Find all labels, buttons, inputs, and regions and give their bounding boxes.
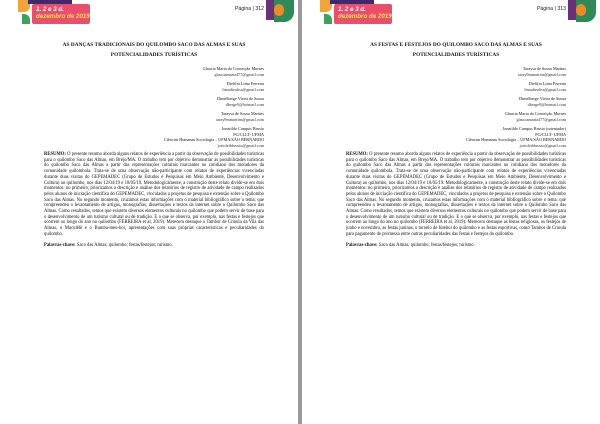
author-name: Dimelberge Vieira de Sousa <box>519 96 566 101</box>
author-block <box>346 81 566 92</box>
banner-decoration <box>266 0 274 20</box>
event-logo-text: 1. 2 e 3 d. dezembro de 2019 <box>338 6 392 20</box>
author-email: limadiealiss@gmail.com <box>524 86 566 92</box>
author-name: Dielifra Lima Ferreira <box>528 81 566 86</box>
keywords <box>44 243 264 249</box>
keywords-text: Saco das Almas; quilombo; festas/festejos; turismo. <box>75 242 173 248</box>
author-email: limadiealiss@gmail.com <box>222 86 264 92</box>
page-content <box>346 40 566 248</box>
author-block <box>346 126 566 148</box>
author-block <box>44 81 264 92</box>
author-block <box>44 126 264 148</box>
page-content <box>44 40 264 248</box>
banner-decoration <box>274 4 284 16</box>
keywords-label: Palavras-chave: <box>346 242 378 248</box>
page-number: Página | 313 <box>536 6 566 12</box>
author-affiliation: PG/CLLT- UFMA <box>535 131 566 137</box>
abstract-text: O presente resumo aborda alguns relatos de experiência a partir da observação de possibilidades turísticas para o quilombo Saco das Almas, em Brejo/MA. O trabalho tem por objetivo demonstrar as possibilidades turísticas do quilombo Saco das Almas a partir das representações culturais marcantes no cotidiano dos moradores da comunidade quilombola. Trata-se de uma observação não-participante com relatos de experiências vivenciadas durante duas visitas do GEPEMADEC (Grupo de Estudos e Pesquisas em Meio Ambiente, Desenvolvimento e Cultura) ao quilombo, nos dias 12/04/19 e 18/05/19. Metodologicamente, a construção deste relato divide-se em dois momentos: no primeiro, priorizamos a descrição e análise dos relatórios de registro de atividade de campo realizados pelos alunos de iniciação científica do GEPEMADEC, vinculados a projetos de pesquisa e extensão sobre o Quilombo Saco das Almas. No segundo momento, cruzamos estas informações com o material bibliográfico sobre o tema: que compreendeu o levantamento de artigos, monografias, dissertações e textos da internet sobre o Quilombo Saco das Almas. Como resultados, temos que existem diversos elementos culturais no quilombo que podem servir de base para o desenvolvimento de um turismo cultural ou de tradição. E o que se observa, por exemplo, nas festas e festejos que ocorrem ao longo do ano no quilombo (FERREIRA et al, 2019). Merecem destaque as festas religiosas, os festejos de junho e novembro, as festas juninas, o torneio de futebol do quilombo e as festas esportivas, como Tambor de Crioula para pagamento de promessa entre outras peculiaridades das festas e festejos do quilombo. <box>346 152 566 237</box>
author-name: Jonatildo Campos Brusio <box>221 126 264 131</box>
author-block <box>346 66 566 77</box>
banner-decoration <box>22 14 30 24</box>
banner-decoration <box>324 14 332 24</box>
author-name: Dimelberge Vieira de Sousa <box>217 96 264 101</box>
author-name: Glaucia Maria da Conceição Moraes <box>504 111 566 116</box>
author-name: Taraysa de Sousa Martins <box>220 111 264 116</box>
author-name: Jonatildo Campos Brusio (orientador) <box>502 126 566 131</box>
author-name: Taraysa de Sousa Martins <box>522 66 566 71</box>
author-email: taray9mmartins@gmail.com <box>518 71 566 77</box>
keywords-label: Palavras-chave: <box>44 242 76 248</box>
event-banner <box>302 0 600 30</box>
author-email: glauciamaria477@gmail.com <box>516 116 566 122</box>
paper-title: AS DANÇAS TRADICIONAIS DO QUILOMBO SACO DAS ALMAS E SUAS POTENCIALIDADES TURÍSTICAS <box>62 42 246 58</box>
author-email: josioleibbrusio@gmail.com <box>217 142 264 148</box>
author-affiliation: Ciências Humanas Sociologia – UFMA/SÃO BERNARDO <box>163 137 264 142</box>
author-email: glauciamaria477@gmail.com <box>214 71 264 77</box>
author-block <box>44 96 264 107</box>
author-affiliation: PG/CLLT- UFMA <box>233 131 264 137</box>
author-block <box>346 96 566 107</box>
author-affiliation: Ciências Humanas Sociologia – UFMA/SÃO BERNARDO <box>465 137 566 142</box>
event-logo-text: 1. 2 e 3 d. dezembro de 2019 <box>36 6 90 20</box>
author-email: dberge9@hotmail.com <box>225 101 264 107</box>
document-page-left <box>0 0 298 424</box>
author-name: Glaucia Maria da Conceição Moraes <box>202 66 264 71</box>
paper-title: AS FESTAS E FESTEJOS DO QUILOMBO SACO DAS ALMAS E SUAS POTENCIALIDADES TURÍSTICAS <box>370 42 542 58</box>
author-list <box>44 66 264 148</box>
author-list <box>346 66 566 148</box>
abstract-text: O presente resumo aborda alguns relatos de experiência a partir da observação de possibilidades turísticas para o quilombo Saco das Almas, em Brejo/MA. O trabalho tem por objetivo demonstrar as possibilidades turísticas do quilombo Saco das Almas a partir das representações culturais marcantes no cotidiano dos moradores da comunidade quilombola. Trata-se de uma observação não-participante com relatos de experiências vivenciadas durante duas visitas do GEPEMADEC (Grupo de Estudos e Pesquisas em Meio Ambiente, Desenvolvimento e Cultura) ao quilombo, nos dias 12/04/19 e 18/05/19. Metodologicamente, a construção deste relato divide-se em dois momentos: no primeiro, priorizamos a descrição e análise dos relatórios de registro de atividade de campo realizados pelos alunos de iniciação científica do GEPEMADEC, vinculados a projetos de pesquisa e extensão sobre o Quilombo Saco das Almas. No segundo momento, cruzamos estas informações com o material bibliográfico sobre o tema: que compreendeu o levantamento de artigos, monografias, dissertações e textos da internet sobre o Quilombo Saco das Almas. Como resultados, temos que existem diversos elementos culturais no quilombo que podem servir de base para o desenvolvimento de um turismo cultural ou de tradição. E o que se observa, por exemplo, nas festas e festejos que ocorrem ao longo do ano no quilombo (FERREIRA et al, 2019). Merecem destaque o Tambor de Crioula da Vila das Almas, o Maculêlê e o Bumba-meu-boi, apresentações com suas próprias características e peculiaridades do quilombo. <box>44 152 264 237</box>
author-email: dberge9@hotmail.com <box>527 101 566 107</box>
page-number: Página | 312 <box>234 6 264 12</box>
event-banner <box>0 0 298 30</box>
author-email: taray9mmartins@gmail.com <box>216 116 264 122</box>
abstract <box>44 152 264 238</box>
abstract-label: RESUMO: <box>44 152 66 157</box>
author-block <box>346 111 566 122</box>
author-block <box>44 66 264 77</box>
abstract-label: RESUMO: <box>346 152 368 157</box>
abstract <box>346 152 566 238</box>
document-page-right <box>302 0 600 424</box>
author-email: josioleibbrusio@gmail.com <box>519 142 566 148</box>
keywords <box>346 243 566 249</box>
author-block <box>44 111 264 122</box>
keywords-text: Saco das Almas; quilombo; festas/festejos; turismo. <box>377 242 475 248</box>
author-name: Dielifra Lima Ferreira <box>226 81 264 86</box>
banner-decoration <box>568 0 576 20</box>
banner-decoration <box>576 4 586 16</box>
